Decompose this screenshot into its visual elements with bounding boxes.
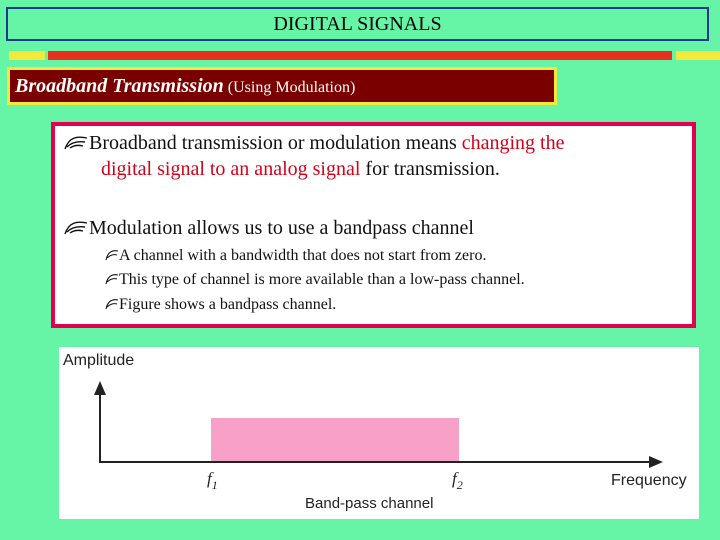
sub-bullet-2: [105, 270, 665, 290]
axis-label-amplitude: Amplitude: [63, 352, 135, 369]
decor-stripe-yellow-left: [9, 51, 45, 60]
bullet-broadband-highlight-1: changing the: [461, 132, 565, 154]
sub-bullet-3-text: Figure shows a bandpass channel.: [119, 296, 337, 313]
bandpass-diagram: [59, 347, 699, 519]
f1-label: $f_1$: [207, 469, 218, 492]
axis-label-frequency: Frequency: [611, 472, 687, 489]
slide-subtitle: [7, 67, 557, 105]
decor-stripe-red: [48, 51, 672, 60]
passband-region: [211, 418, 459, 461]
sub-bullet-wing-icon: [105, 298, 119, 310]
bullet-wing-icon: [63, 135, 89, 151]
sub-bullet-2-text: This type of channel is more available than a low-pass channel.: [119, 271, 525, 288]
figure-caption: Band-pass channel: [305, 495, 434, 512]
slide-title: DIGITAL SIGNALS: [6, 7, 709, 41]
bandpass-figure: [59, 347, 699, 519]
subtitle-parenthetical: (Using Modulation): [227, 79, 356, 96]
bullet-modulation-text: Modulation allows us to use a bandpass channel: [89, 217, 474, 239]
x-axis-arrowhead: [649, 456, 663, 468]
bullet-broadband-text: Broadband transmission or modulation means: [89, 132, 462, 154]
sub-bullet-wing-icon: [105, 249, 119, 261]
bullet-wing-icon: [63, 220, 89, 236]
y-axis-arrowhead: [94, 381, 106, 395]
bullet-broadband-highlight-2: digital signal to an analog signal: [101, 158, 361, 180]
bullet-broadband-text-end: for transmission.: [360, 158, 500, 180]
sub-bullet-3: [105, 295, 665, 315]
subtitle-main: Broadband Transmission: [15, 75, 224, 97]
content-box: [51, 122, 696, 328]
sub-bullet-wing-icon: [105, 273, 119, 285]
bullet-broadband: [63, 130, 683, 182]
sub-bullet-1-text: A channel with a bandwidth that does not start from zero.: [119, 247, 487, 264]
bullet-modulation: [63, 215, 683, 241]
decor-stripe-yellow-right: [676, 51, 720, 60]
f2-label: $f_2$: [452, 469, 463, 492]
sub-bullet-1: [105, 246, 665, 266]
